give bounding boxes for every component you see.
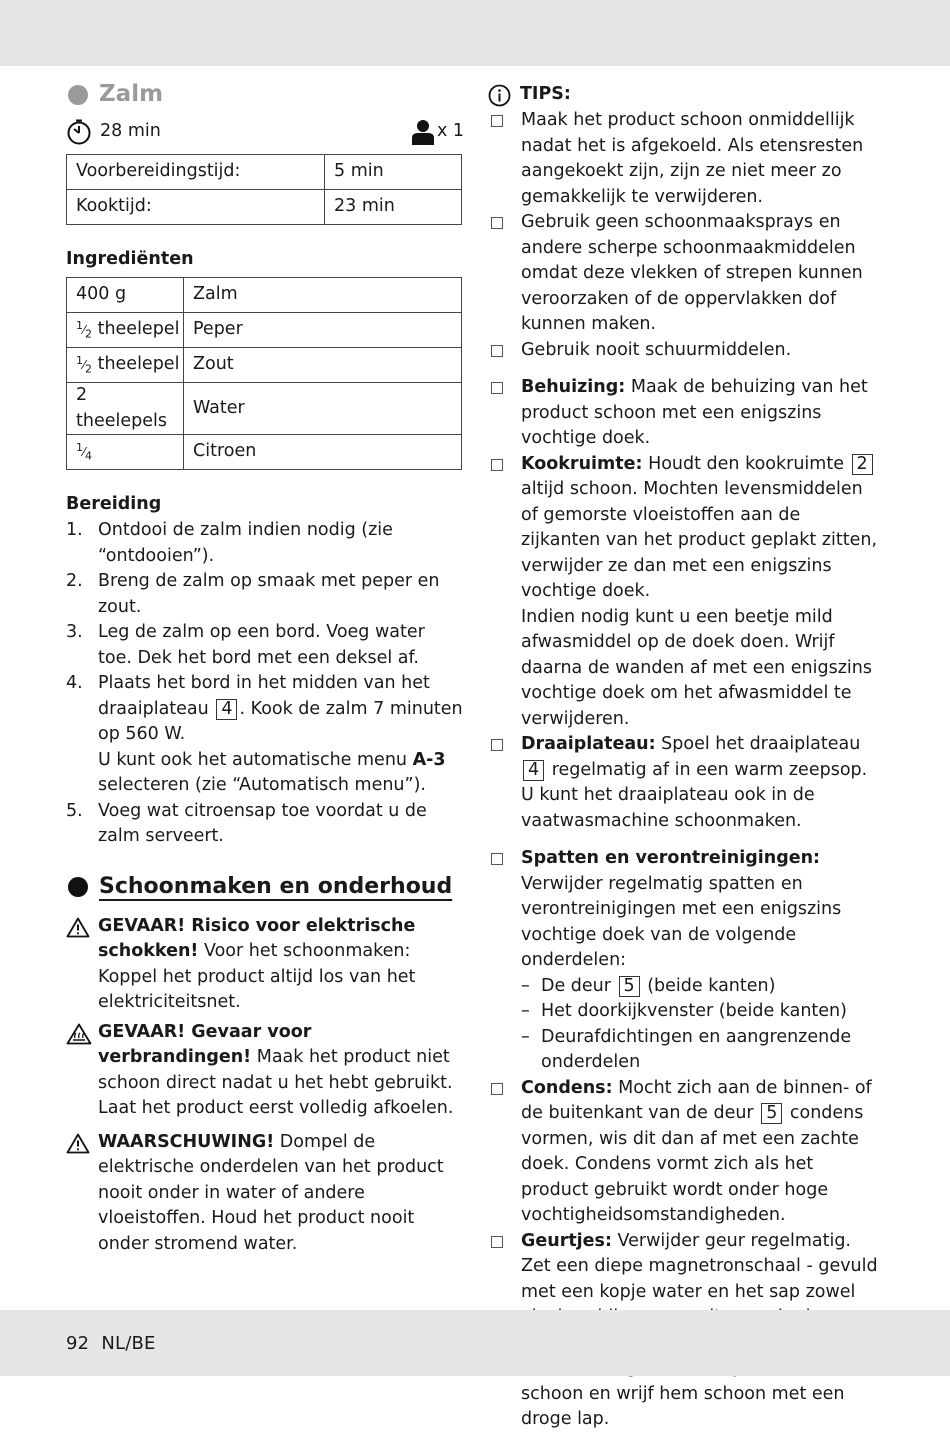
bullet-dot-icon (68, 877, 88, 897)
checkbox-icon (491, 115, 503, 127)
info-icon (488, 84, 511, 107)
list-item: Spatten en verontreinigingen: Verwijder regelmatig spatten en verontreinigingen met een enigszins vochtige doek van de volgende onderdelen: – De deur 5 (beide kanten) – Het doorkijkvenster (beide kanten) – Deurafdichtingen en aangrenzende onderdelen (488, 846, 883, 1076)
list-item: Draaiplateau: Spoel het draaiplateau 4 regelmatig af in een warm zeepsop. U kunt het draaiplateau ook in de vaatwasmachine schoonmaken. (488, 732, 883, 834)
part-ref: 4 (216, 699, 237, 720)
servings: x 1 (436, 121, 464, 142)
part-ref: 4 (523, 760, 544, 781)
checkbox-icon (491, 1236, 503, 1248)
table-cell: 23 min (325, 190, 462, 225)
warning-water: WAARSCHUWING! Dompel de elektrische onderdelen van het product nooit onder in water of andere vloeistoffen. Houd het product nooit onder stromend water. (66, 1130, 464, 1258)
list-item: 4. Plaats het bord in het midden van het draaiplateau 4 . Kook de zalm 7 minuten op 560 W. U kunt ook het automatische menu A-3 selecteren (zie “Automatisch menu”). (66, 673, 463, 795)
list-item: 3. Leg de zalm op een bord. Voeg water toe. Dek het bord met een deksel af. (66, 622, 425, 668)
list-item: Gebruik geen schoonmaaksprays en andere scherpe schoonmaakmiddelen omdat deze vlekken of strepen kunnen veroorzaken of de oppervlakken dof kunnen maken. (488, 210, 883, 338)
left-column (66, 80, 464, 1257)
page-footer (66, 1331, 168, 1357)
table-row (67, 313, 462, 348)
list-item: 2. Breng de zalm op smaak met peper en zout. (66, 571, 440, 617)
times-table (66, 154, 462, 225)
cleaning-heading (66, 872, 464, 902)
header-band (0, 0, 950, 66)
recipe-title: Zalm (99, 81, 164, 108)
sub-item: – Deurafdichtingen en aangrenzende onderdelen (521, 1026, 852, 1072)
checkbox-icon (491, 739, 503, 751)
sub-item: – De deur 5 (beide kanten) (521, 975, 776, 996)
cleaning-title: Schoonmaken en onderhoud (99, 873, 453, 899)
ingredient-qty: $^1⁄_4$ (67, 435, 184, 470)
ingredient-item: Citroen (184, 435, 462, 470)
page-number: 92 (66, 1333, 90, 1354)
table-row (67, 348, 462, 383)
sub-item: – Het doorkijkvenster (beide kanten) (521, 1001, 847, 1021)
list-item: Condens: Mocht zich aan de binnen- of de buitenkant van de deur 5 condens vormen, wis dit dan af met een zachte doek. Condens vormt zich als het product gebruikt wordt onder hoge vochtigheidsomstandigheden. (488, 1076, 883, 1229)
warning-triangle-icon (66, 1133, 90, 1154)
part-ref: 2 (852, 454, 873, 475)
table-row (67, 155, 462, 190)
warning-burn: GEVAAR! Gevaar voor verbrandingen! Maak het product niet schoon direct nadat u het hebt gebruikt. Laat het product eerst volledig afkoelen. (66, 1020, 464, 1122)
stopwatch-icon (66, 119, 92, 145)
table-cell: 5 min (325, 155, 462, 190)
hot-surface-warning-icon (66, 1023, 92, 1045)
ingredient-qty: $^1⁄_2$ theelepel (67, 313, 184, 348)
warning-triangle-icon (66, 917, 90, 938)
language-code: NL/BE (101, 1333, 156, 1354)
person-icon (412, 119, 434, 145)
ingredient-item: Zalm (184, 278, 462, 313)
checkbox-icon (491, 853, 503, 865)
checkbox-icon (491, 459, 503, 471)
tips-heading: TIPS: (488, 82, 883, 108)
list-item: Maak het product schoon onmiddellijk nadat het is afgekoeld. Als etensresten aangekoekt zijn, zijn ze niet meer zo gemakkelijk te verwijderen. (488, 108, 883, 210)
ingredient-qty: 400 g (67, 278, 184, 313)
recipe-meta (66, 118, 464, 146)
ingredient-qty: 2 theelepels (67, 383, 184, 435)
ingredients-heading: Ingrediënten (66, 249, 194, 269)
ingredient-item: Peper (184, 313, 462, 348)
preparation-steps (66, 518, 464, 850)
checkbox-icon (491, 345, 503, 357)
table-row (67, 383, 462, 435)
preparation-heading: Bereiding (66, 494, 162, 514)
list-item: Gebruik nooit schuurmiddelen. (488, 338, 883, 364)
warning-electric: GEVAAR! Risico voor elektrische schokken! Voor het schoonmaken: Koppel het product altijd los van het elektriciteitsnet. (66, 914, 464, 1016)
recipe-heading (66, 80, 464, 110)
ingredient-item: Water (184, 383, 462, 435)
part-ref: 5 (761, 1103, 782, 1124)
part-ref: 5 (619, 976, 640, 997)
ingredients-table (66, 277, 462, 470)
checkbox-icon (491, 1083, 503, 1095)
table-row (67, 278, 462, 313)
bullet-dot-icon (68, 85, 88, 105)
list-item: Behuizing: Maak de behuizing van het product schoon met een enigszins vochtige doek. (488, 375, 883, 452)
cooking-time: 28 min (100, 121, 161, 142)
list-item: 1. Ontdooi de zalm indien nodig (zie “ontdooien”). (66, 520, 393, 566)
table-cell: Voorbereidingstijd: (67, 155, 325, 190)
list-item: 5. Voeg wat citroensap toe voordat u de zalm serveert. (66, 800, 427, 846)
list-item: Geurtjes: Verwijder geur regelmatig. Zet een diepe magnetronschaal - gevuld met een kopje water en het sap zowel schoon en wrijf hem schoon met een droge lap. (488, 1229, 883, 1433)
checkbox-icon (491, 382, 503, 394)
table-row (67, 435, 462, 470)
ingredient-item: Zout (184, 348, 462, 383)
table-row (67, 190, 462, 225)
right-column (488, 82, 883, 1433)
checkbox-icon (491, 217, 503, 229)
table-cell: Kooktijd: (67, 190, 325, 225)
ingredient-qty: $^1⁄_2$ theelepel (67, 348, 184, 383)
list-item: Kookruimte: Houdt den kookruimte 2 altijd schoon. Mochten levensmiddelen of gemorste vloeistoffen aan de zijkanten van het product geplakt zitten, verwijder ze dan met een enigszins vochtige doek. Indien nodig kunt u een beetje mild afwasmiddel op de doek doen. Wrijf daarna de wanden af met een enigszins vochtige doek om het afwasmiddel te verwijderen. (488, 452, 883, 733)
